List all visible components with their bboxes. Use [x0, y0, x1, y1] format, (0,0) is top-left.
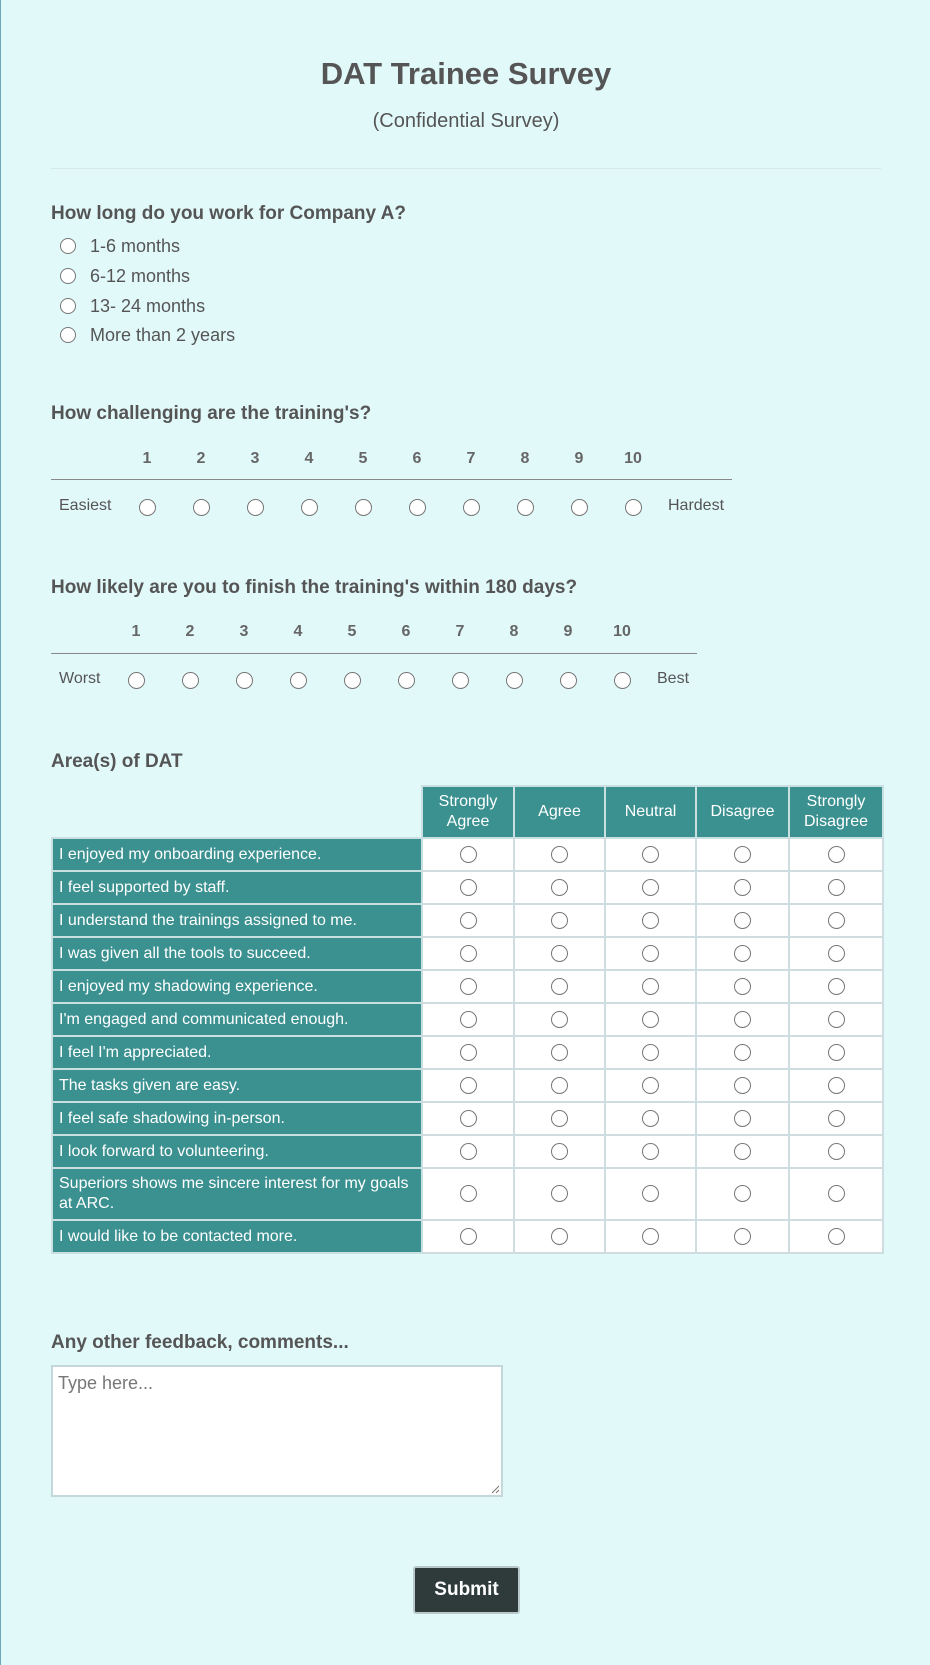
matrix-radio-button[interactable]	[734, 846, 751, 863]
scale-radio-button[interactable]	[409, 499, 426, 516]
matrix-cell	[605, 937, 696, 970]
scale-number: 7	[455, 623, 465, 640]
matrix-cell	[789, 1069, 883, 1102]
matrix-row	[52, 871, 883, 904]
scale-number: 4	[293, 623, 303, 640]
matrix-cell	[605, 1003, 696, 1036]
matrix-radio-button[interactable]	[551, 1110, 568, 1127]
matrix-cell	[422, 904, 514, 937]
matrix-cell	[696, 1069, 789, 1102]
scale-radio-button[interactable]	[355, 499, 372, 516]
matrix-cell	[605, 1135, 696, 1168]
feedback-textarea[interactable]	[51, 1365, 503, 1497]
scale-radio-button[interactable]	[625, 499, 642, 516]
radio-button[interactable]	[60, 238, 76, 254]
matrix-row	[52, 1003, 883, 1036]
matrix-cell	[422, 871, 514, 904]
matrix-cell	[514, 1036, 605, 1069]
scale-radio-button[interactable]	[571, 499, 588, 516]
matrix-row-label: I look forward to volunteering.	[52, 1135, 422, 1168]
matrix-radio-button[interactable]	[734, 1185, 751, 1202]
matrix-column-header: Strongly Agree	[422, 786, 514, 838]
matrix-row-label: I feel supported by staff.	[52, 871, 422, 904]
matrix-row-label: I enjoyed my onboarding experience.	[52, 838, 422, 871]
matrix-radio-button[interactable]	[734, 879, 751, 896]
scale-high-label: Hardest	[668, 497, 725, 514]
matrix-row-label: I enjoyed my shadowing experience.	[52, 970, 422, 1003]
tenure-option[interactable]	[60, 324, 235, 346]
matrix-radio-button[interactable]	[460, 1110, 477, 1127]
matrix-cell	[605, 1036, 696, 1069]
matrix-radio-button[interactable]	[642, 846, 659, 863]
matrix-cell	[696, 1036, 789, 1069]
matrix-cell	[514, 937, 605, 970]
matrix-radio-button[interactable]	[828, 846, 845, 863]
matrix-radio-button[interactable]	[460, 1077, 477, 1094]
matrix-radio-button[interactable]	[828, 879, 845, 896]
matrix-cell	[422, 1036, 514, 1069]
matrix-row-label: I feel I'm appreciated.	[52, 1036, 422, 1069]
scale-number: 1	[131, 623, 141, 640]
matrix-cell	[789, 1036, 883, 1069]
matrix-row	[52, 1135, 883, 1168]
matrix-radio-button[interactable]	[460, 1011, 477, 1028]
matrix-cell	[789, 838, 883, 871]
scale-low-label: Easiest	[59, 497, 112, 514]
matrix-row-label: I feel safe shadowing in-person.	[52, 1102, 422, 1135]
matrix-radio-button[interactable]	[828, 1077, 845, 1094]
matrix-radio-button[interactable]	[642, 879, 659, 896]
matrix-cell	[514, 904, 605, 937]
matrix-column-header: Agree	[514, 786, 605, 838]
scale-number: 1	[142, 450, 152, 467]
scale-radio-button[interactable]	[247, 499, 264, 516]
matrix-label: Area(s) of DAT	[51, 751, 183, 772]
matrix-radio-button[interactable]	[642, 1011, 659, 1028]
matrix-cell	[789, 970, 883, 1003]
matrix-radio-button[interactable]	[734, 1044, 751, 1061]
resize-grip-icon[interactable]	[490, 1484, 500, 1494]
question-likelihood-label: How likely are you to finish the training's within 180 days?	[51, 577, 578, 598]
matrix-row	[52, 904, 883, 937]
matrix-cell	[696, 1220, 789, 1253]
scale-number: 2	[185, 623, 195, 640]
scale-number: 4	[304, 450, 314, 467]
matrix-radio-button[interactable]	[642, 1077, 659, 1094]
scale-number: 5	[347, 623, 357, 640]
matrix-radio-button[interactable]	[828, 945, 845, 962]
matrix-row-label: I'm engaged and communicated enough.	[52, 1003, 422, 1036]
matrix-cell	[696, 937, 789, 970]
matrix-radio-button[interactable]	[460, 945, 477, 962]
matrix-cell	[605, 1168, 696, 1220]
matrix-cell	[696, 970, 789, 1003]
matrix-cell	[789, 1168, 883, 1220]
matrix-cell	[789, 1003, 883, 1036]
scale-radio-button[interactable]	[182, 672, 199, 689]
matrix-radio-button[interactable]	[828, 1143, 845, 1160]
matrix-cell	[789, 937, 883, 970]
matrix-row	[52, 1102, 883, 1135]
scale-number: 6	[412, 450, 422, 467]
matrix-cell	[422, 1069, 514, 1102]
matrix-cell	[789, 1135, 883, 1168]
matrix-radio-button[interactable]	[460, 912, 477, 929]
matrix-cell	[422, 1102, 514, 1135]
scale-radio-button[interactable]	[517, 499, 534, 516]
matrix-radio-button[interactable]	[551, 945, 568, 962]
scale-number: 8	[520, 450, 530, 467]
header-divider	[51, 168, 881, 169]
scale-number: 6	[401, 623, 411, 640]
matrix-row-label: The tasks given are easy.	[52, 1069, 422, 1102]
matrix-radio-button[interactable]	[734, 1077, 751, 1094]
matrix-radio-button[interactable]	[734, 1228, 751, 1245]
matrix-radio-button[interactable]	[460, 846, 477, 863]
matrix-radio-button[interactable]	[642, 1228, 659, 1245]
matrix-cell	[789, 904, 883, 937]
matrix-cell	[696, 871, 789, 904]
matrix-cell	[605, 904, 696, 937]
scale-radio-button[interactable]	[128, 672, 145, 689]
tenure-option-label: 6-12 months	[90, 265, 191, 286]
matrix-radio-button[interactable]	[642, 1044, 659, 1061]
scale-radio-button[interactable]	[506, 672, 523, 689]
scale-number: 10	[613, 623, 631, 640]
scale-number: 9	[574, 450, 584, 467]
matrix-radio-button[interactable]	[551, 846, 568, 863]
matrix-cell	[422, 937, 514, 970]
matrix-radio-button[interactable]	[828, 978, 845, 995]
question-tenure-label: How long do you work for Company A?	[51, 203, 407, 224]
matrix-cell	[696, 838, 789, 871]
matrix-cell	[422, 970, 514, 1003]
matrix-radio-button[interactable]	[460, 1228, 477, 1245]
matrix-cell	[789, 1102, 883, 1135]
matrix-radio-button[interactable]	[460, 1185, 477, 1202]
page-title: DAT Trainee Survey	[320, 56, 612, 91]
matrix-cell	[696, 1135, 789, 1168]
matrix-cell	[696, 1003, 789, 1036]
scale-number: 7	[466, 450, 476, 467]
scale-number: 2	[196, 450, 206, 467]
scale-radio-button[interactable]	[193, 499, 210, 516]
matrix-radio-button[interactable]	[642, 945, 659, 962]
matrix-cell	[696, 904, 789, 937]
matrix-corner	[52, 786, 422, 838]
matrix-radio-button[interactable]	[734, 945, 751, 962]
matrix-radio-button[interactable]	[551, 978, 568, 995]
matrix-radio-button[interactable]	[828, 1228, 845, 1245]
matrix-row-label: Superiors shows me sincere interest for my goals at ARC.	[52, 1168, 422, 1220]
matrix-cell	[514, 1220, 605, 1253]
feedback-label: Any other feedback, comments...	[51, 1332, 349, 1353]
matrix-cell	[605, 970, 696, 1003]
tenure-option-label: More than 2 years	[90, 324, 236, 345]
matrix-cell	[422, 1168, 514, 1220]
matrix-row-label: I understand the trainings assigned to me.	[52, 904, 422, 937]
matrix-radio-button[interactable]	[734, 1110, 751, 1127]
scale-divider	[51, 479, 732, 480]
scale-number: 8	[509, 623, 519, 640]
matrix-radio-button[interactable]	[642, 1110, 659, 1127]
matrix-radio-button[interactable]	[734, 1011, 751, 1028]
matrix-radio-button[interactable]	[734, 978, 751, 995]
matrix-cell	[514, 1003, 605, 1036]
matrix-cell	[514, 970, 605, 1003]
matrix-cell	[605, 1069, 696, 1102]
scale-radio-button[interactable]	[452, 672, 469, 689]
tenure-option-label: 13- 24 months	[90, 295, 206, 316]
matrix-row-label: I would like to be contacted more.	[52, 1220, 422, 1253]
tenure-option-label: 1-6 months	[90, 235, 181, 256]
matrix-cell	[789, 1220, 883, 1253]
matrix-radio-button[interactable]	[460, 1044, 477, 1061]
scale-low-label: Worst	[59, 670, 101, 687]
radio-button[interactable]	[60, 327, 76, 343]
matrix-radio-button[interactable]	[828, 912, 845, 929]
matrix-radio-button[interactable]	[460, 1143, 477, 1160]
matrix-radio-button[interactable]	[828, 1044, 845, 1061]
matrix-radio-button[interactable]	[460, 879, 477, 896]
matrix-cell	[696, 1102, 789, 1135]
page-subtitle: (Confidential Survey)	[372, 110, 560, 132]
radio-button[interactable]	[60, 268, 76, 284]
matrix-cell	[514, 1069, 605, 1102]
matrix-cell	[422, 1220, 514, 1253]
scale-divider	[51, 653, 697, 654]
question-challenge-label: How challenging are the training's?	[51, 403, 372, 424]
matrix-radio-button[interactable]	[642, 1143, 659, 1160]
matrix-cell	[422, 838, 514, 871]
radio-button[interactable]	[60, 298, 76, 314]
matrix-row	[52, 838, 883, 871]
matrix-cell	[605, 1102, 696, 1135]
agreement-matrix	[51, 785, 884, 1254]
matrix-cell	[605, 871, 696, 904]
matrix-radio-button[interactable]	[551, 1044, 568, 1061]
matrix-radio-button[interactable]	[734, 912, 751, 929]
matrix-radio-button[interactable]	[551, 1143, 568, 1160]
tenure-option[interactable]	[60, 235, 180, 257]
matrix-row	[52, 937, 883, 970]
matrix-radio-button[interactable]	[734, 1143, 751, 1160]
scale-radio-button[interactable]	[301, 499, 318, 516]
scale-number: 3	[250, 450, 260, 467]
matrix-header-row	[52, 786, 883, 838]
matrix-radio-button[interactable]	[828, 1185, 845, 1202]
matrix-cell	[514, 838, 605, 871]
matrix-row	[52, 1168, 883, 1220]
matrix-radio-button[interactable]	[551, 1185, 568, 1202]
matrix-cell	[605, 838, 696, 871]
scale-radio-button[interactable]	[560, 672, 577, 689]
matrix-radio-button[interactable]	[551, 879, 568, 896]
matrix-radio-button[interactable]	[460, 978, 477, 995]
matrix-cell	[514, 871, 605, 904]
matrix-row	[52, 970, 883, 1003]
matrix-radio-button[interactable]	[642, 912, 659, 929]
scale-radio-button[interactable]	[344, 672, 361, 689]
matrix-column-header: Neutral	[605, 786, 696, 838]
matrix-row	[52, 1036, 883, 1069]
matrix-column-header: Disagree	[696, 786, 789, 838]
scale-radio-button[interactable]	[139, 499, 156, 516]
tenure-option[interactable]	[60, 265, 190, 287]
matrix-body	[52, 838, 883, 1253]
scale-radio-button[interactable]	[463, 499, 480, 516]
scale-number: 5	[358, 450, 368, 467]
survey-form	[1, 0, 930, 1665]
matrix-cell	[422, 1003, 514, 1036]
matrix-radio-button[interactable]	[642, 978, 659, 995]
matrix-cell	[605, 1220, 696, 1253]
matrix-radio-button[interactable]	[828, 1011, 845, 1028]
matrix-row-label: I was given all the tools to succeed.	[52, 937, 422, 970]
scale-radio-button[interactable]	[236, 672, 253, 689]
matrix-cell	[514, 1135, 605, 1168]
matrix-column-header: Strongly Disagree	[789, 786, 883, 838]
scale-number: 10	[624, 450, 642, 467]
matrix-cell	[789, 871, 883, 904]
submit-button[interactable]: Submit	[413, 1566, 520, 1614]
scale-radio-button[interactable]	[614, 672, 631, 689]
matrix-radio-button[interactable]	[551, 1228, 568, 1245]
scale-high-label: Best	[657, 670, 690, 687]
scale-number: 9	[563, 623, 573, 640]
tenure-option[interactable]	[60, 295, 205, 317]
matrix-radio-button[interactable]	[551, 1011, 568, 1028]
matrix-cell	[514, 1168, 605, 1220]
matrix-row	[52, 1220, 883, 1253]
matrix-cell	[422, 1135, 514, 1168]
matrix-radio-button[interactable]	[551, 1077, 568, 1094]
matrix-row	[52, 1069, 883, 1102]
matrix-radio-button[interactable]	[828, 1110, 845, 1127]
matrix-cell	[514, 1102, 605, 1135]
matrix-radio-button[interactable]	[642, 1185, 659, 1202]
matrix-radio-button[interactable]	[551, 912, 568, 929]
scale-radio-button[interactable]	[398, 672, 415, 689]
scale-radio-button[interactable]	[290, 672, 307, 689]
scale-number: 3	[239, 623, 249, 640]
matrix-cell	[696, 1168, 789, 1220]
